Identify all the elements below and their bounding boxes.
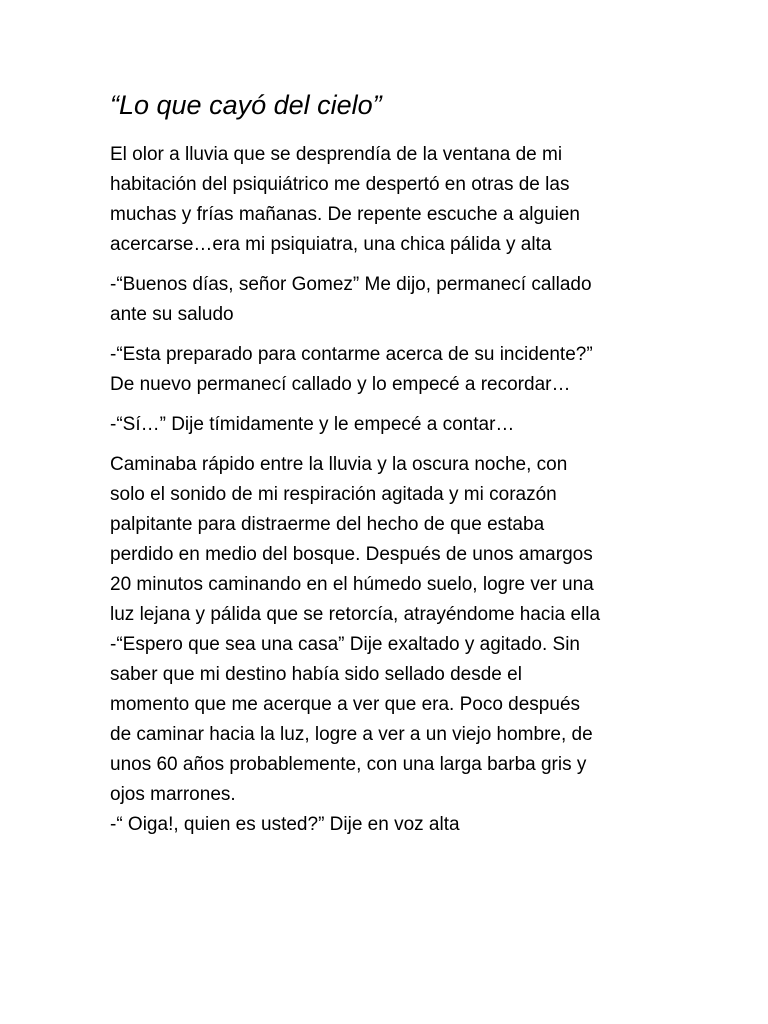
text-line: momento que me acerque a ver que era. Poco después [110,694,581,715]
text-line: saber que mi destino había sido sellado desde el [110,664,522,685]
text-line: ojos marrones. [110,784,236,805]
paragraph-1 [110,140,670,260]
text-line: 20 minutos caminando en el húmedo suelo, logre ver una [110,574,594,595]
document-title: “Lo que cayó del cielo” [110,90,382,120]
text-line: ante su saludo [110,304,234,325]
text-line: -“ Oiga!, quien es usted?” Dije en voz alta [110,814,460,835]
paragraph-4 [110,410,670,440]
text-line: -“Sí…” Dije tímidamente y le empecé a contar… [110,414,515,435]
text-line: habitación del psiquiátrico me despertó en otras de las [110,174,570,195]
document-body [110,88,670,840]
text-line: acercarse…era mi psiquiatra, una chica pálida y alta [110,234,552,255]
text-line: de caminar hacia la luz, logre a ver a un viejo hombre, de [110,724,593,745]
text-line: El olor a lluvia que se desprendía de la ventana de mi [110,144,563,165]
text-line: -“Esta preparado para contarme acerca de su incidente?” [110,344,593,365]
text-line: solo el sonido de mi respiración agitada y mi corazón [110,484,557,505]
text-line: Caminaba rápido entre la lluvia y la oscura noche, con [110,454,568,475]
text-line: muchas y frías mañanas. De repente escuche a alguien [110,204,580,225]
text-line: perdido en medio del bosque. Después de unos amargos [110,544,593,565]
text-line: -“Buenos días, señor Gomez” Me dijo, permanecí callado [110,274,592,295]
text-line: De nuevo permanecí callado y lo empecé a recordar… [110,374,571,395]
text-line: luz lejana y pálida que se retorcía, atrayéndome hacia ella [110,604,601,625]
paragraph-2 [110,270,670,330]
text-line: palpitante para distraerme del hecho de que estaba [110,514,545,535]
text-line: unos 60 años probablemente, con una larga barba gris y [110,754,587,775]
paragraph-5 [110,450,670,840]
paragraph-3 [110,340,670,400]
text-line: -“Espero que sea una casa” Dije exaltado y agitado. Sin [110,634,580,655]
